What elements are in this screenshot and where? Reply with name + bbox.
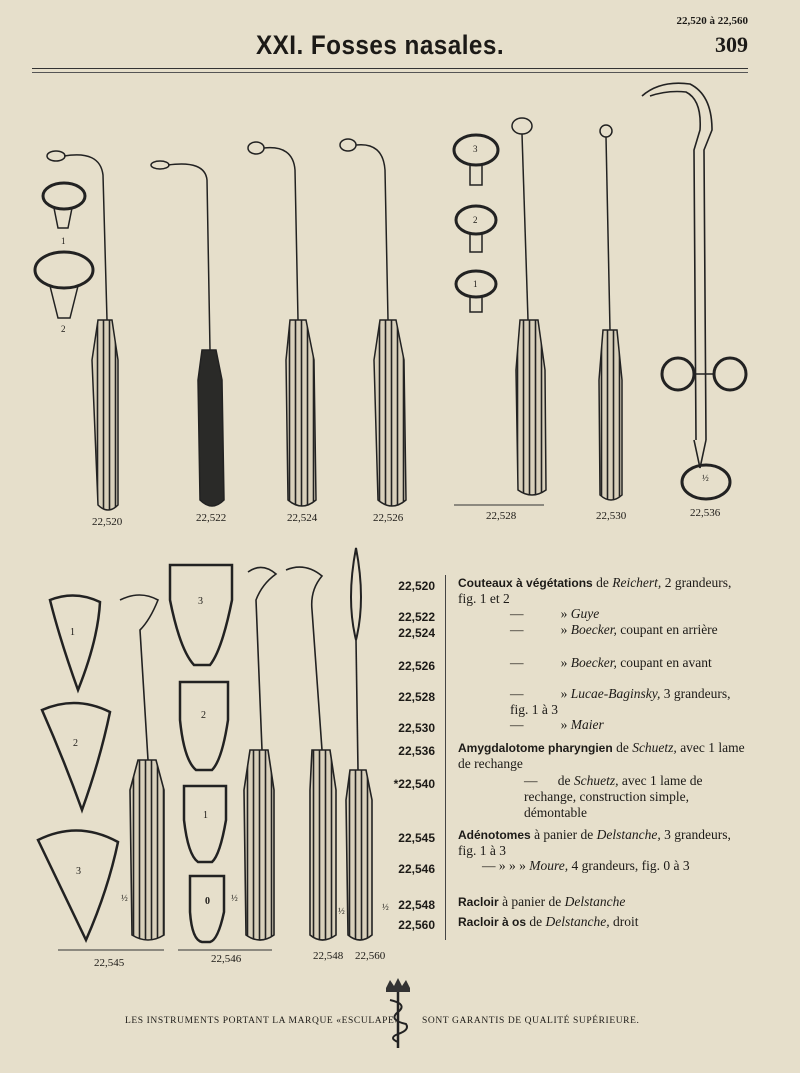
ring-label: 2 bbox=[61, 324, 66, 334]
entry-code: 22,530 bbox=[398, 721, 435, 735]
label-22526: 22,526 bbox=[373, 512, 404, 524]
label-22530: 22,530 bbox=[596, 510, 627, 522]
ring-label: 3 bbox=[473, 144, 478, 154]
label-22522: 22,522 bbox=[196, 512, 227, 524]
item-range: 22,520 à 22,560 bbox=[676, 15, 748, 27]
adenotome-22545-figure bbox=[38, 595, 164, 940]
label-22548: 22,548 bbox=[313, 950, 344, 962]
curette-22530-figure bbox=[599, 125, 622, 500]
racloir-22560-figure bbox=[346, 548, 372, 940]
ring-label: 3 bbox=[198, 596, 203, 607]
entry-description: — » Lucae-Baginsky, 3 grandeurs, fig. 1 à 3 bbox=[510, 686, 731, 717]
scale-label: ½ bbox=[231, 893, 238, 903]
entry-description: — » Guye bbox=[510, 606, 600, 621]
scale-label: ½ bbox=[338, 906, 345, 916]
amygdalotome-22536-figure bbox=[642, 83, 746, 499]
curette-22522-figure bbox=[151, 161, 224, 506]
adenotome-22546-figure bbox=[170, 565, 276, 942]
scale-label: ½ bbox=[382, 902, 389, 912]
curette-22520-figure bbox=[35, 151, 118, 510]
footer-left: LES INSTRUMENTS PORTANT LA MARQUE «ESCULAPE» bbox=[125, 1016, 400, 1026]
esculape-logo-icon bbox=[380, 978, 416, 1050]
entries-divider bbox=[445, 575, 446, 940]
ring-label: 3 bbox=[76, 866, 81, 877]
scale-label: ½ bbox=[702, 473, 709, 483]
ring-label: 0 bbox=[205, 896, 210, 907]
curette-22524-figure bbox=[248, 142, 316, 506]
entry-code: 22,522 bbox=[398, 610, 435, 624]
label-22545: 22,545 bbox=[94, 957, 125, 969]
label-22528: 22,528 bbox=[486, 510, 517, 522]
page-number: 309 bbox=[715, 32, 748, 57]
entry-description: — » Maier bbox=[510, 717, 604, 732]
label-22560: 22,560 bbox=[355, 950, 386, 962]
ring-label: 2 bbox=[201, 710, 206, 721]
entry-code: 22,520 bbox=[398, 579, 435, 593]
entry-description: — » Boecker, coupant en avant bbox=[510, 655, 712, 670]
label-22524: 22,524 bbox=[287, 512, 318, 524]
entry-code: 22,560 bbox=[398, 918, 435, 932]
entry-description: Racloir à panier de Delstanche bbox=[458, 894, 626, 909]
entry-code: 22,548 bbox=[398, 898, 435, 912]
entry-description: Amygdalotome pharyngien de Schuetz, avec 1 lame de rechange bbox=[458, 740, 745, 771]
entry-description: Couteaux à végétations de Reichert, 2 grandeurs, fig. 1 et 2 bbox=[458, 575, 732, 606]
entry-code: 22,545 bbox=[398, 831, 435, 845]
ring-label: 1 bbox=[70, 627, 75, 638]
entry-code: 22,524 bbox=[398, 626, 435, 640]
entry-code: 22,528 bbox=[398, 690, 435, 704]
page-title: XXI. Fosses nasales. bbox=[255, 30, 505, 60]
entry-code: 22,536 bbox=[398, 744, 435, 758]
label-22520: 22,520 bbox=[92, 516, 123, 528]
ring-label: 1 bbox=[61, 236, 66, 246]
ring-label: 1 bbox=[473, 279, 478, 289]
entry-code: 22,526 bbox=[398, 659, 435, 673]
entry-description: — » » » Moure, 4 grandeurs, fig. 0 à 3 bbox=[482, 858, 690, 873]
entry-code: *22,540 bbox=[393, 777, 435, 791]
ring-label: 2 bbox=[473, 215, 478, 225]
label-22536: 22,536 bbox=[690, 507, 721, 519]
curette-22528-figure bbox=[454, 118, 546, 495]
curette-22526-figure bbox=[340, 139, 406, 506]
footer-right: SONT GARANTIS DE QUALITÉ SUPÉRIEURE. bbox=[422, 1016, 640, 1026]
entry-description: Racloir à os de Delstanche, droit bbox=[458, 914, 639, 929]
entry-description: — » Boecker, coupant en arrière bbox=[510, 622, 718, 637]
ring-label: 2 bbox=[73, 738, 78, 749]
entry-description: — de Schuetz, avec 1 lame de rechange, construction simple, démontable bbox=[524, 773, 703, 820]
entry-code: 22,546 bbox=[398, 862, 435, 876]
label-22546: 22,546 bbox=[211, 953, 242, 965]
ring-label: 1 bbox=[203, 810, 208, 821]
entry-description: Adénotomes à panier de Delstanche, 3 grandeurs, fig. 1 à 3 bbox=[458, 827, 731, 858]
racloir-22548-figure bbox=[286, 567, 336, 940]
scale-label: ½ bbox=[121, 893, 128, 903]
